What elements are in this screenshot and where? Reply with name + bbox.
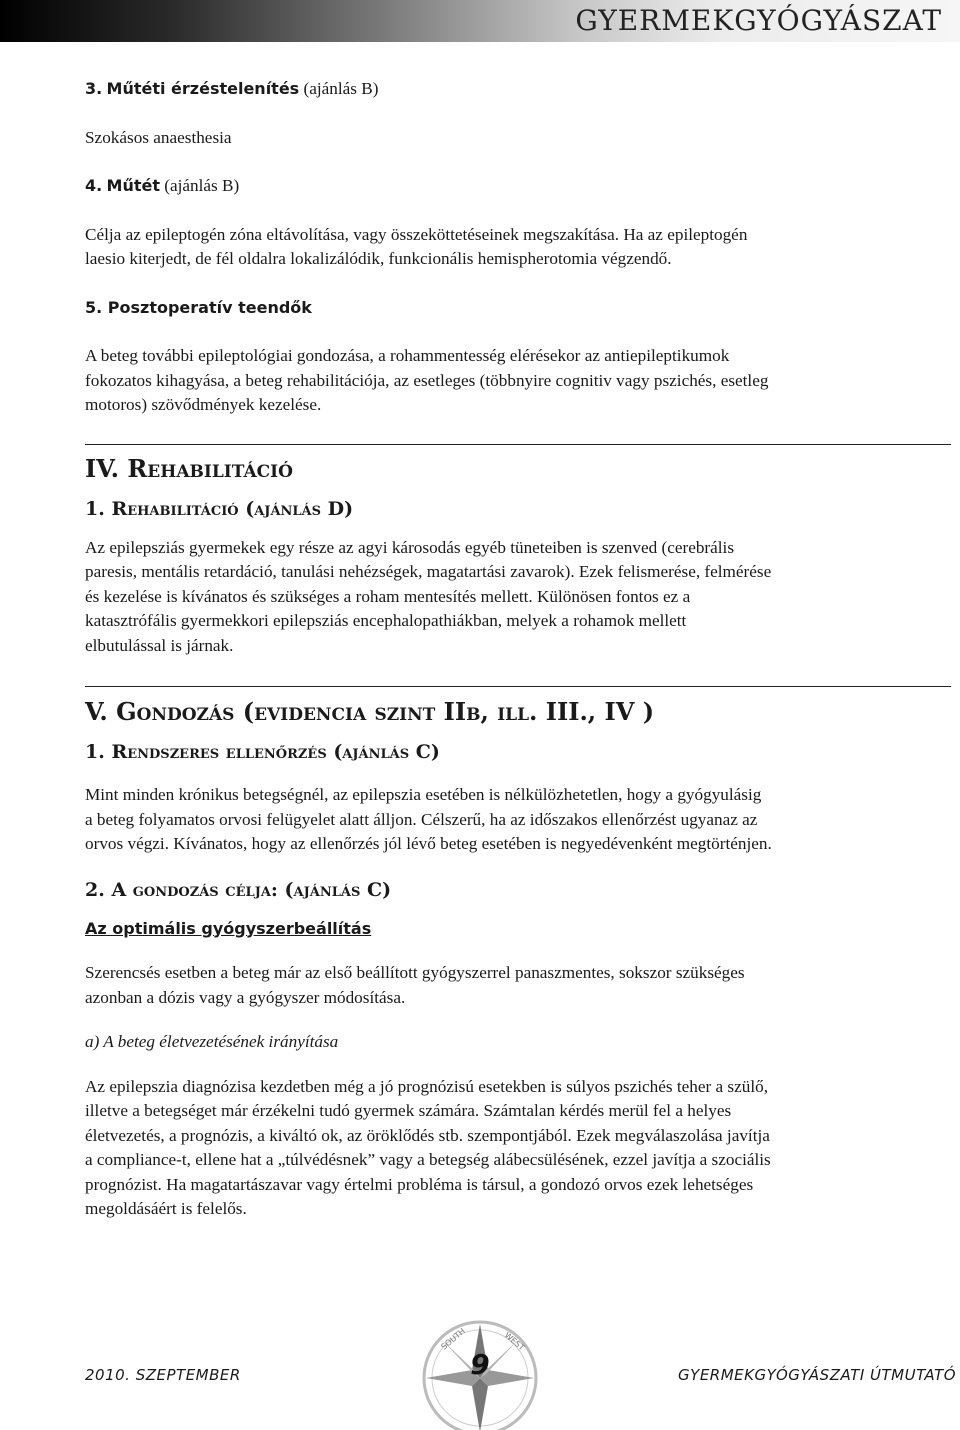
text-line: laesio kiterjedt, de fél oldalra lokalizálódik, funkcionális hemispherotomia végzendő.: [85, 249, 672, 268]
text-line: Mint minden krónikus betegségnél, az epilepszia esetében is nélkülözhetetlen, hogy a gyógyulásig: [85, 785, 762, 804]
compass-label-south: SOUTH: [439, 1326, 467, 1352]
text-line: orvos végzi. Kívánatos, hogy az ellenőrzés jól lévő beteg esetében is negyedévenként megtörténjen.: [85, 834, 772, 853]
text-line: Az epilepsziás gyermekek egy része az agyi károsodás egyéb tüneteiben is szenved (cerebrális: [85, 537, 735, 557]
text-line: katasztrófális gyermekkori epilepsziás encephalopathiákban, melyek a rohamok mellett: [85, 611, 687, 630]
text-line: illetve a betegséget már érzékelni tudó gyermek számára. Számtalan kérdés merül fel a helyes: [85, 1101, 732, 1120]
text-line: paresis, mentális retardáció, tanulási nehézségek, magatartási zavarok). Ezek felismerése, felmérése: [85, 562, 772, 581]
medication-text: [85, 961, 953, 1010]
footer-date: 2010. SZEPTEMBER: [85, 1366, 241, 1384]
recommendation-level: (ajánlás B): [303, 79, 379, 98]
followup-subheading: 1. Rendszeres ellenőrzés (ajánlás C): [85, 741, 440, 763]
followup-text: [85, 783, 953, 857]
text-line: megoldásáért is felelős.: [85, 1199, 247, 1218]
text-line: azonban a dózis vagy a gyógyszer módosítása.: [85, 987, 406, 1007]
section-divider: [85, 686, 951, 687]
text-line: a compliance-t, ellene hat a „túlvédésnek” vagy a betegség alábecsülésének, ezzel javítja a szociális: [85, 1150, 771, 1169]
text-line: Az epilepszia diagnózisa kezdetben még a jó prognózisú esetekben is súlyos pszichés teher a szülő,: [85, 1076, 768, 1096]
recommendation-level: (ajánlás B): [164, 176, 240, 195]
lifestyle-text: [85, 1075, 953, 1222]
section-number: 3.: [85, 79, 103, 98]
section-3-text: Szokásos anaesthesia: [85, 127, 232, 147]
text-line: Célja az epileptogén zóna eltávolítása, vagy összeköttetéseinek megszakítása. Ha az epileptogén: [85, 224, 748, 244]
text-line: életvezetés, a prognózis, a kiváltó ok, az öröklődés stb. szempontjából. Ezek megválaszolása javítja: [85, 1125, 770, 1145]
rehab-subheading: 1. Rehabilitáció (ajánlás D): [85, 497, 354, 520]
section-5-text: [85, 344, 953, 418]
section-4-text: [85, 223, 953, 272]
section-number: 4.: [85, 176, 103, 195]
page-content: [85, 60, 953, 1222]
chapter-v-title: V. Gondozás (evidencia szint IIb, ill. III., IV ): [85, 697, 655, 726]
footer-guide-title: GYERMEKGYÓGYÁSZATI ÚTMUTATÓ: [678, 1366, 956, 1384]
section-4-heading: [85, 174, 953, 199]
section-title: Műtét: [106, 176, 160, 195]
rehab-text: [85, 536, 953, 659]
compass-label-west: WEST: [502, 1330, 527, 1353]
section-title: Műtéti érzéstelenítés: [106, 79, 300, 98]
text-line: a beteg folyamatos orvosi felügyelet alatt álljon. Célszerű, ha az időszakos ellenőrzést ugyanaz az: [85, 809, 758, 829]
lifestyle-subheading: a) A beteg életvezetésének irányítása: [85, 1032, 339, 1051]
text-line: és kezelése is kívánatos és szükséges a roham mentesítés mellett. Különösen fontos ez a: [85, 586, 691, 606]
section-divider: [85, 444, 951, 445]
section-5-heading: 5. Posztoperatív teendők: [85, 297, 312, 317]
text-line: elbutulással is járnak.: [85, 635, 234, 655]
chapter-iv-title: IV. Rehabilitáció: [85, 453, 293, 483]
journal-title: GYERMEKGYÓGYÁSZAT: [575, 4, 942, 37]
text-line: motoros) szövődmények kezelése.: [85, 395, 322, 414]
text-line: fokozatos kihagyása, a beteg rehabilitációja, az esetleges (többnyire cognitiv vagy pszichés, esetleg: [85, 370, 769, 390]
page-footer: [0, 1300, 960, 1420]
care-goal-subheading: 2. A gondozás célja: (ajánlás C): [85, 878, 392, 901]
text-line: Szerencsés esetben a beteg már az első beállított gyógyszerrel panaszmentes, sokszor szükséges: [85, 963, 745, 982]
text-line: prognózist. Ha magatartászavar vagy értelmi probléma is társul, a gondozó orvos ezek lehetséges: [85, 1174, 754, 1194]
page-number: 9: [470, 1348, 490, 1381]
section-3-heading: [85, 77, 953, 102]
medication-subheading: Az optimális gyógyszerbeállítás: [85, 918, 372, 938]
text-line: A beteg további epileptológiai gondozása, a rohammentesség elérésekor az antiepileptikumok: [85, 346, 730, 365]
